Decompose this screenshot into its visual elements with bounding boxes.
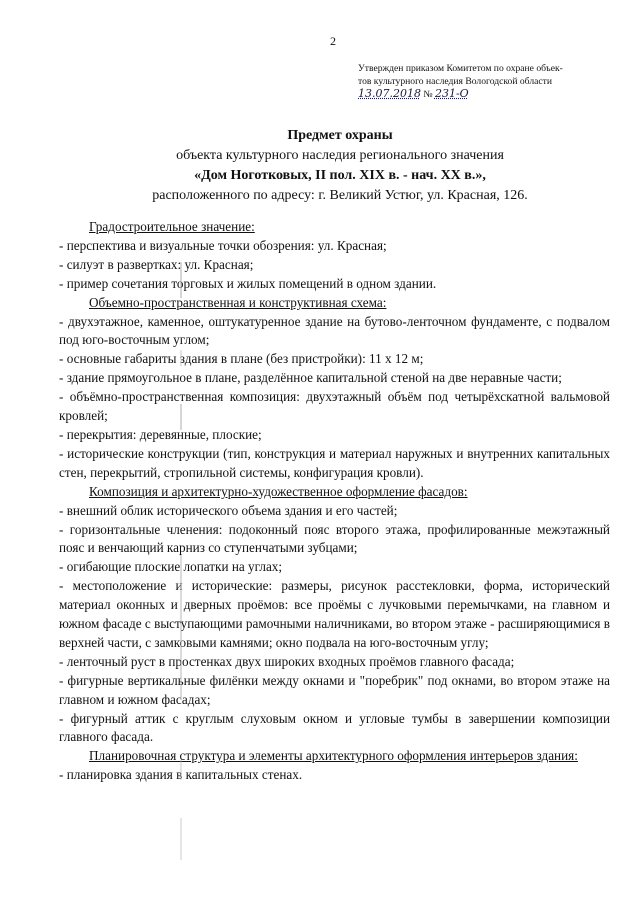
list-item: - перекрытия: деревянные, плоские; bbox=[59, 426, 262, 442]
approval-line-2: тов культурного наследия Вологодской области bbox=[358, 75, 552, 87]
list-item: - огибающие плоские лопатки на углах; bbox=[59, 559, 283, 575]
list-item: - силуэт в развертках: ул. Красная; bbox=[59, 256, 254, 272]
list-item: - здание прямоугольное в плане, разделённое капитальной стеной на две неравные части; bbox=[59, 370, 562, 386]
approval-date-line bbox=[358, 88, 608, 102]
approval-line-1: Утвержден приказом Комитетом по охране объек- bbox=[358, 63, 563, 74]
title-subheading: объекта культурного наследия регионального значения bbox=[176, 148, 504, 163]
section-heading: Композиция и архитектурно-художественное оформление фасадов: bbox=[89, 483, 468, 499]
list-item: - внешний облик исторического объема здания и его частей; bbox=[59, 502, 398, 518]
list-item: - ленточный руст в простенках двух широких входных проёмов главного фасада; bbox=[59, 653, 515, 669]
list-item: - местоположение и исторические: размеры, рисунок расстекловки, форма, исторический материал оконных и дверных проёмов: все проёмы с лучковыми перемычками, на главном и южном фасаде с выступающими рамочными наличниками, во втором этаже - расширяющимися в верхней части, с замковыми камнями; окно подвала на юго-восточным углу; bbox=[59, 578, 610, 650]
list-item: - фигурные вертикальные филёнки между окнами и "поребрик" под окнами, во втором этаже на главном и южном фасадах; bbox=[59, 672, 610, 707]
list-item: - исторические конструкции (тип, конструкция и материал наружных и внутренних капитальных стен, перекрытий, стропильной системы, конфигурация кровли). bbox=[59, 445, 610, 480]
approval-date: 13.07.2018 bbox=[358, 87, 421, 101]
list-item: - горизонтальные членения: подоконный пояс второго этажа, профилированные межэтажный пояс и венчающий карниз со ступенчатыми зубцами; bbox=[59, 521, 610, 556]
object-address: расположенного по адресу: г. Великий Устюг, ул. Красная, 126. bbox=[152, 188, 528, 203]
section-heading: Объемно-пространственная и конструктивная схема: bbox=[89, 294, 387, 310]
section-heading: Градостроительное значение: bbox=[89, 219, 255, 234]
page-number: 2 bbox=[330, 34, 336, 48]
title-heading: Предмет охраны bbox=[287, 128, 393, 143]
list-item: - перспектива и визуальные точки обозрения: ул. Красная; bbox=[59, 237, 387, 253]
list-item: - планировка здания в капитальных стенах. bbox=[59, 767, 303, 783]
object-name: «Дом Ноготковых, II пол. XIX в. - нач. XX в.», bbox=[194, 168, 486, 183]
list-item: - двухэтажное, каменное, оштукатуренное здание на бутово-ленточном фундаменте, с подвалом под юго-восточным углом; bbox=[59, 313, 610, 348]
document-title bbox=[60, 126, 620, 206]
approval-number: 231-О bbox=[434, 87, 469, 101]
list-item: - пример сочетания торговых и жилых помещений в одном здании. bbox=[59, 275, 437, 291]
list-item: - объёмно-пространственная композиция: двухэтажный объём под четырёхскатной вальмовой кровлей; bbox=[59, 389, 610, 424]
document-body bbox=[59, 218, 610, 785]
list-item: - основные габариты здания в плане (без пристройки): 11 х 12 м; bbox=[59, 351, 424, 367]
section-heading: Планировочная структура и элементы архитектурного оформления интерьеров здания: bbox=[89, 748, 578, 764]
list-item: - фигурный аттик с круглым слуховым окном и угловые тумбы в завершении композиции главного фасада. bbox=[59, 710, 610, 745]
approval-number-label: № bbox=[423, 89, 433, 101]
approval-stamp bbox=[358, 63, 608, 102]
